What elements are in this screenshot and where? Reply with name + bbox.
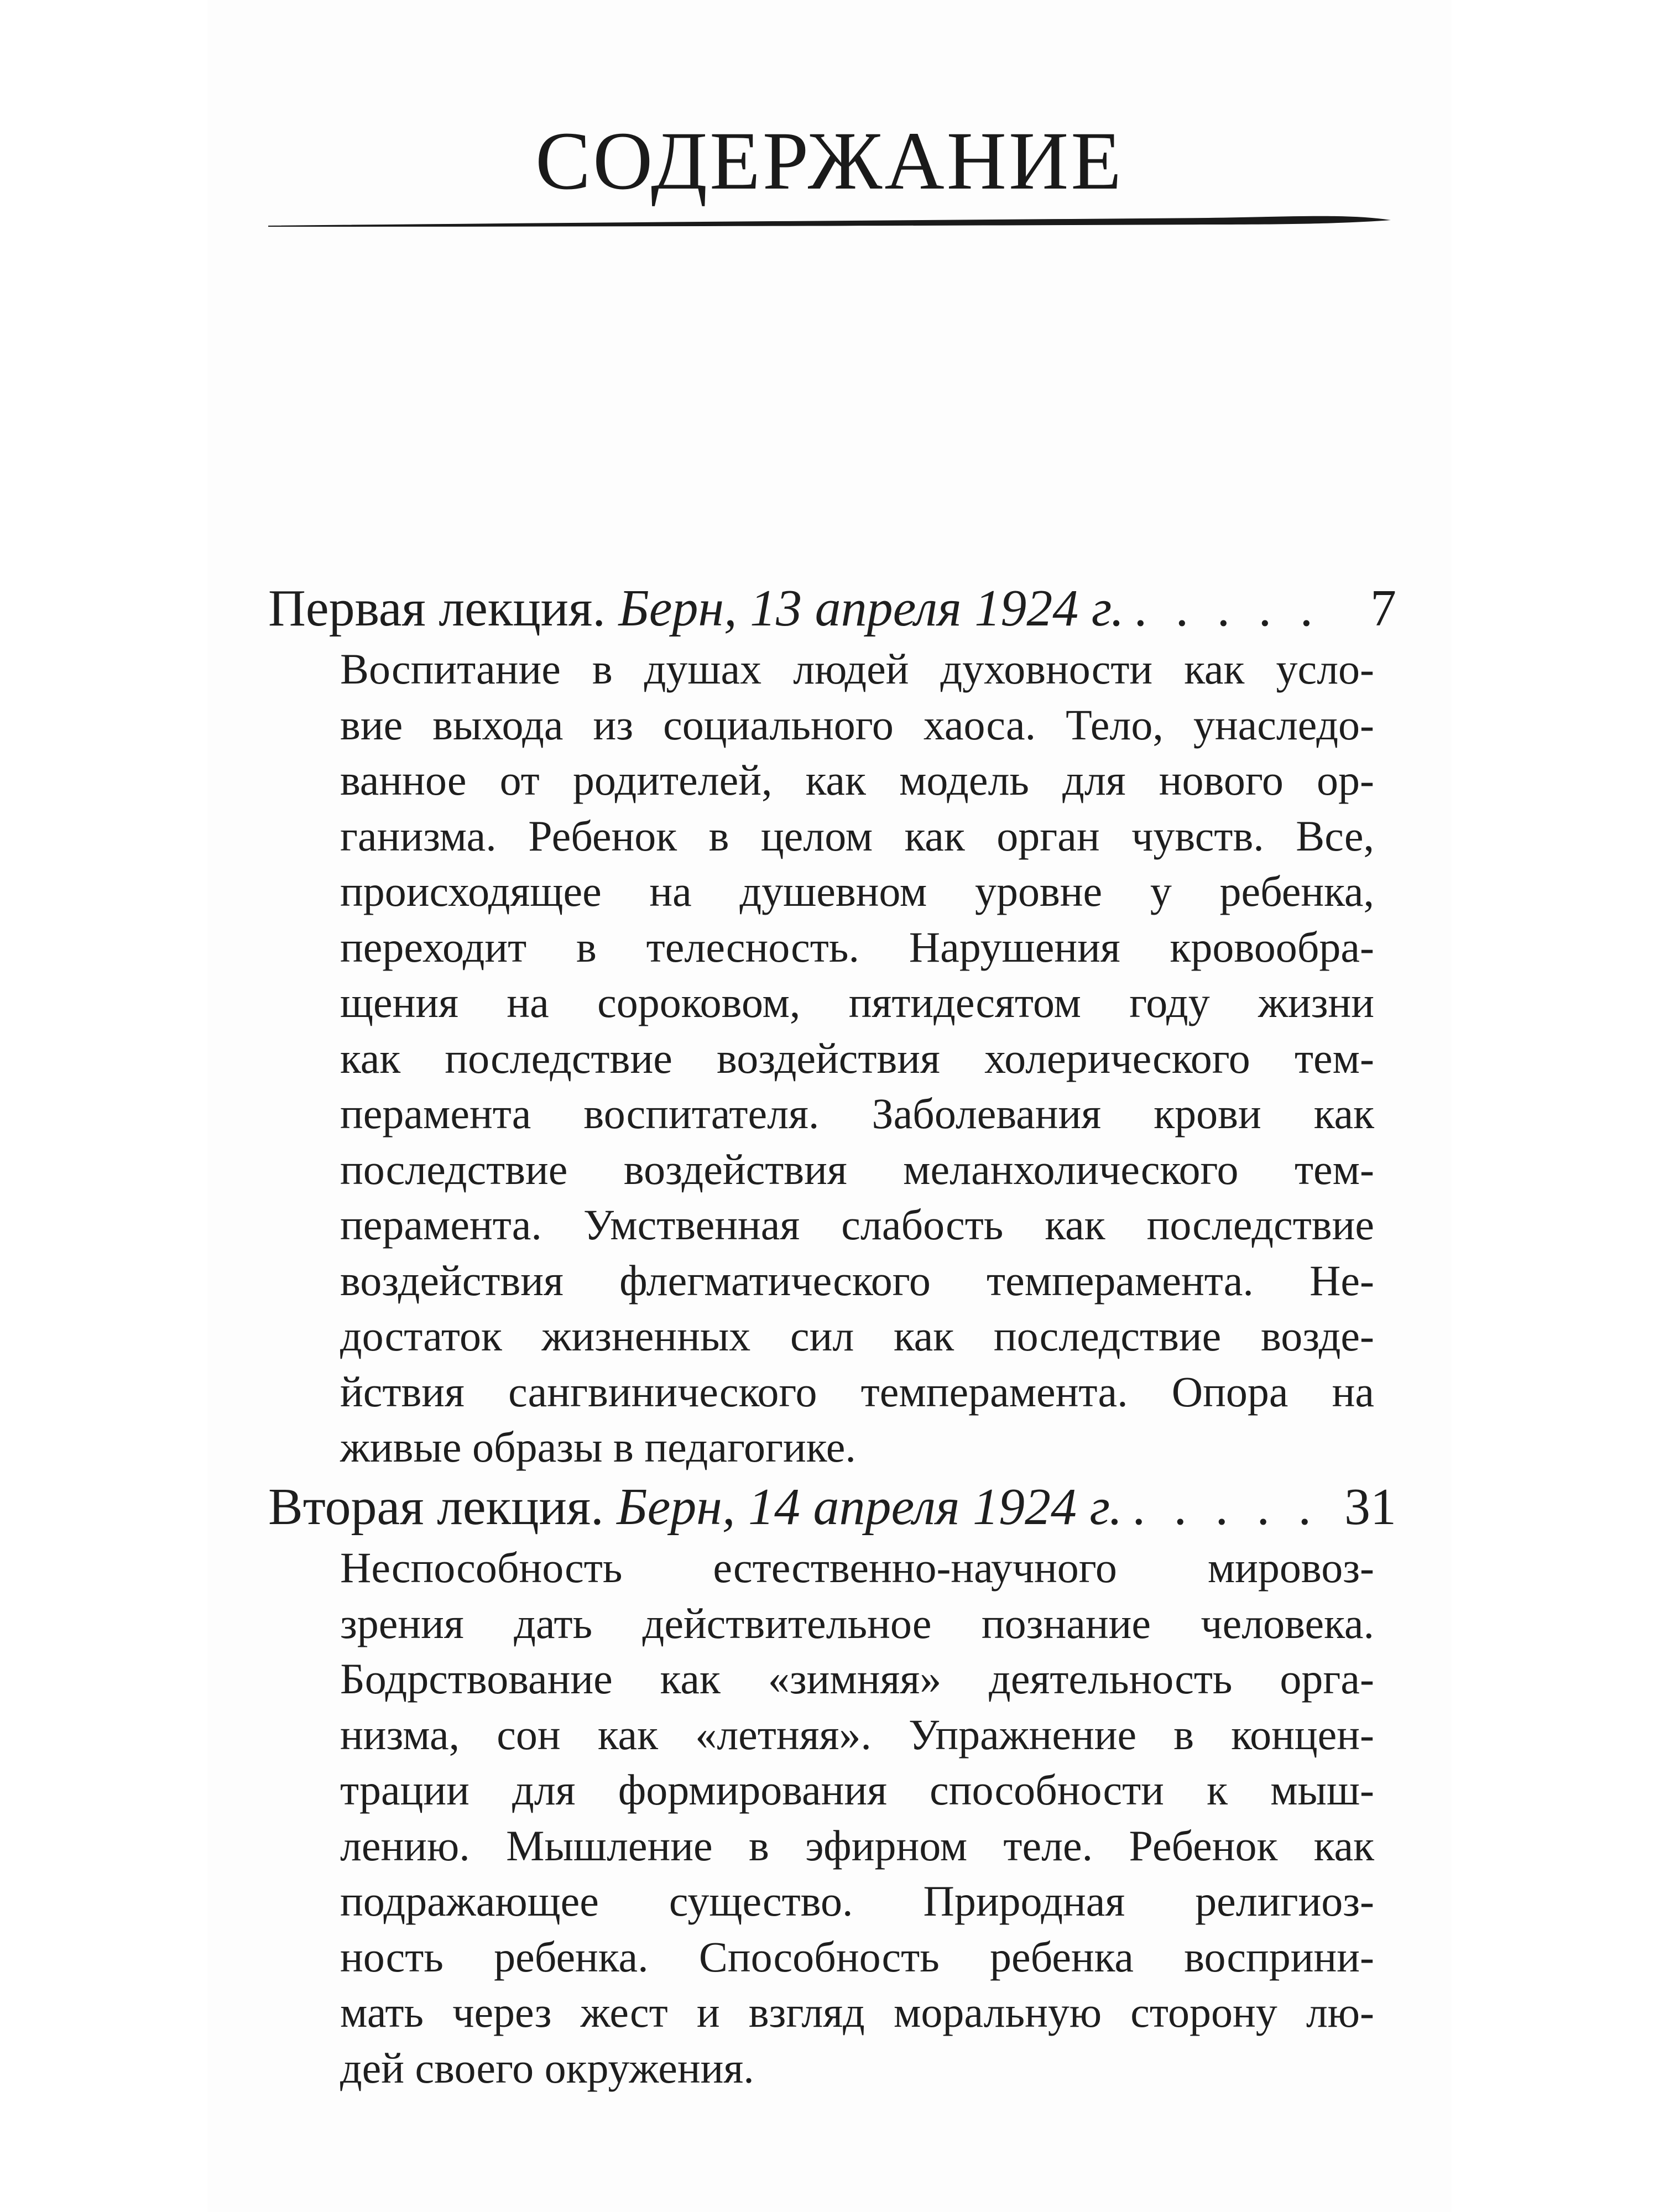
summary-line: подражающее существо. Природная религиоз- xyxy=(340,1877,1374,1925)
summary-line: ность ребенка. Способность ребенка восприни- xyxy=(340,1932,1374,1981)
toc-entry-second-lecture[interactable] xyxy=(268,1474,1396,2096)
title-underline xyxy=(268,210,1391,232)
summary-line: последствие воздействия меланхолического тем- xyxy=(340,1145,1374,1193)
lecture-summary xyxy=(340,641,1374,1475)
page-number: 31 xyxy=(1344,1478,1396,1536)
summary-line: ганизма. Ребенок в целом как орган чувств. Все, xyxy=(340,811,1374,860)
summary-line: зрения дать действительное познание человека. xyxy=(340,1599,1374,1647)
toc-entry-first-lecture[interactable] xyxy=(268,575,1396,1475)
lecture-place-date: Берн, 14 апреля 1924 г. xyxy=(617,1478,1123,1536)
lecture-label: Первая лекция. xyxy=(268,580,606,637)
summary-line: происходящее на душевном уровне у ребенка, xyxy=(340,867,1374,915)
summary-line: щения на сороковом, пятидесятом году жизни xyxy=(340,978,1374,1026)
summary-line: низма, сон как «летняя». Упражнение в концен- xyxy=(340,1710,1374,1759)
book-page xyxy=(207,0,1452,2212)
summary-line: Воспитание в душах людей духовности как усло- xyxy=(340,645,1374,693)
summary-line: воздействия флегматического темперамента. Не- xyxy=(340,1256,1374,1305)
toc-entry-heading[interactable] xyxy=(268,575,1396,641)
summary-line: трации для формирования способности к мыш- xyxy=(340,1766,1374,1814)
page-number: 7 xyxy=(1370,580,1396,637)
toc-entry-heading[interactable] xyxy=(268,1474,1396,1540)
summary-line: достаток жизненных сил как последствие возде- xyxy=(340,1312,1374,1360)
summary-line: перамента воспитателя. Заболевания крови как xyxy=(340,1089,1374,1138)
summary-line: переходит в телесность. Нарушения кровообра- xyxy=(340,922,1374,971)
lecture-place-date: Берн, 13 апреля 1924 г. xyxy=(618,580,1124,637)
dot-leader xyxy=(1132,1474,1334,1540)
summary-line: дей своего окружения. xyxy=(340,2043,754,2092)
summary-line: лению. Мышление в эфирном теле. Ребенок как xyxy=(340,1821,1374,1870)
lecture-label: Вторая лекция. xyxy=(268,1478,604,1536)
lecture-summary xyxy=(340,1540,1374,2096)
summary-line: вие выхода из социального хаоса. Тело, унаследо- xyxy=(340,700,1374,749)
summary-line: ванное от родителей, как модель для нового ор- xyxy=(340,756,1374,804)
page-margin xyxy=(1452,0,1659,2212)
summary-line: йствия сангвинического темперамента. Опора на xyxy=(340,1367,1374,1416)
page-title: СОДЕРЖАНИЕ xyxy=(535,115,1124,207)
summary-line: мать через жест и взгляд моральную сторону лю- xyxy=(340,1988,1374,2036)
summary-line: Неспособность естественно-научного мировоз- xyxy=(340,1543,1374,1592)
summary-line: живые образы в педагогике. xyxy=(340,1423,856,1471)
summary-line: перамента. Умственная слабость как последствие xyxy=(340,1201,1374,1249)
dot-leader xyxy=(1134,575,1337,641)
summary-line: Бодрствование как «зимняя» деятельность орга- xyxy=(340,1655,1374,1703)
summary-line: как последствие воздействия холерического тем- xyxy=(340,1034,1374,1082)
